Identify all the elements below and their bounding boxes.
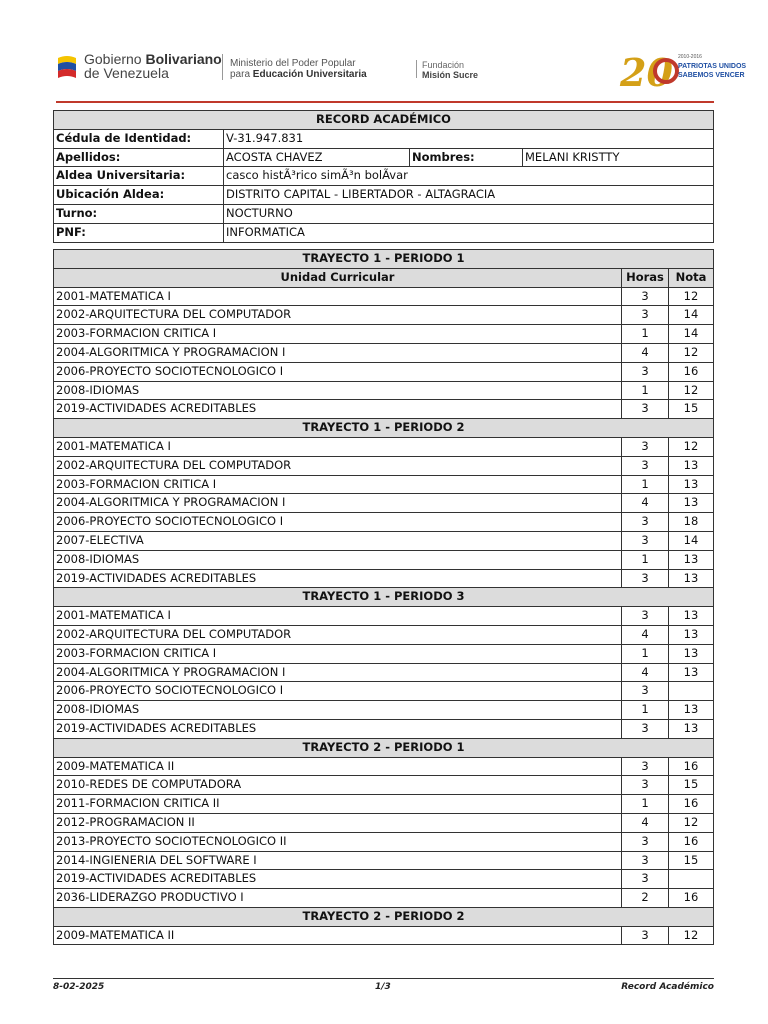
course-grade: 15 <box>669 400 714 419</box>
period-title: TRAYECTO 1 - PERIODO 3 <box>54 588 714 607</box>
course-name: 2006-PROYECTO SOCIOTECNOLOGICO I <box>54 682 622 701</box>
course-name: 2008-IDIOMAS <box>54 701 622 720</box>
table-row <box>54 625 714 644</box>
course-name: 2004-ALGORITMICA Y PROGRAMACION I <box>54 663 622 682</box>
page-header <box>0 0 768 100</box>
pnf-label: PNF: <box>54 223 224 242</box>
ubicacion-value: DISTRITO CAPITAL - LIBERTADOR - ALTAGRACIA <box>224 186 714 205</box>
course-grade: 13 <box>669 701 714 720</box>
course-hours: 4 <box>622 663 669 682</box>
course-grade <box>669 682 714 701</box>
course-hours: 1 <box>622 325 669 344</box>
course-name: 2001-MATEMATICA I <box>54 437 622 456</box>
gobierno-logo <box>56 52 222 82</box>
course-hours: 1 <box>622 550 669 569</box>
table-row <box>54 456 714 475</box>
course-name: 2002-ARQUITECTURA DEL COMPUTADOR <box>54 456 622 475</box>
table-row <box>54 663 714 682</box>
course-name: 2006-PROYECTO SOCIOTECNOLOGICO I <box>54 362 622 381</box>
course-hours: 3 <box>622 682 669 701</box>
course-hours: 4 <box>622 494 669 513</box>
page-footer <box>53 978 714 992</box>
course-grade: 13 <box>669 475 714 494</box>
course-name: 2019-ACTIVIDADES ACREDITABLES <box>54 400 622 419</box>
course-grade: 12 <box>669 381 714 400</box>
course-hours: 3 <box>622 926 669 945</box>
course-name: 2013-PROYECTO SOCIOTECNOLOGICO II <box>54 832 622 851</box>
course-grade: 14 <box>669 531 714 550</box>
course-hours: 3 <box>622 569 669 588</box>
course-hours: 3 <box>622 437 669 456</box>
aldea-value: casco histÃ³rico simÃ³n bolÃvar <box>224 167 714 186</box>
table-row <box>54 550 714 569</box>
table-row <box>54 400 714 419</box>
table-row <box>54 832 714 851</box>
course-name: 2036-LIDERAZGO PRODUCTIVO I <box>54 889 622 908</box>
column-header-row <box>54 268 714 287</box>
course-grade: 13 <box>669 663 714 682</box>
course-grade: 14 <box>669 306 714 325</box>
course-hours: 3 <box>622 513 669 532</box>
course-name: 2012-PROGRAMACION II <box>54 813 622 832</box>
course-grade: 12 <box>669 343 714 362</box>
fundacion-line1: Fundación <box>422 60 465 70</box>
logo-year-digits: 20 <box>620 50 673 95</box>
venezuela-flag-icon <box>56 54 78 82</box>
course-grade: 16 <box>669 757 714 776</box>
logo-text2: SABEMOS VENCER <box>678 72 745 79</box>
footer-date: 8-02-2025 <box>53 982 105 992</box>
table-row <box>54 531 714 550</box>
nombres-label: Nombres: <box>410 148 523 167</box>
course-hours: 4 <box>622 813 669 832</box>
table-row <box>54 381 714 400</box>
table-row <box>54 287 714 306</box>
header-divider <box>222 54 223 80</box>
footer-doc-name: Record Académico <box>621 982 714 992</box>
course-grade: 14 <box>669 325 714 344</box>
course-grade: 16 <box>669 889 714 908</box>
table-row <box>54 306 714 325</box>
course-hours: 2 <box>622 889 669 908</box>
course-grade: 16 <box>669 832 714 851</box>
table-row <box>54 437 714 456</box>
course-name: 2001-MATEMATICA I <box>54 287 622 306</box>
course-hours: 1 <box>622 381 669 400</box>
student-info-table <box>53 110 714 243</box>
course-name: 2019-ACTIVIDADES ACREDITABLES <box>54 719 622 738</box>
table-row <box>54 569 714 588</box>
course-grade: 16 <box>669 362 714 381</box>
course-name: 2001-MATEMATICA I <box>54 607 622 626</box>
course-grade: 13 <box>669 456 714 475</box>
course-grade: 13 <box>669 569 714 588</box>
pnf-value: INFORMATICA <box>224 223 714 242</box>
course-grade: 12 <box>669 813 714 832</box>
table-row <box>54 795 714 814</box>
course-hours: 3 <box>622 306 669 325</box>
period-header-row <box>54 588 714 607</box>
course-hours: 3 <box>622 287 669 306</box>
course-hours: 1 <box>622 644 669 663</box>
course-grade: 15 <box>669 776 714 795</box>
course-hours: 3 <box>622 531 669 550</box>
course-hours: 4 <box>622 343 669 362</box>
period-header-row <box>54 419 714 438</box>
course-name: 2003-FORMACION CRITICA I <box>54 475 622 494</box>
course-name: 2004-ALGORITMICA Y PROGRAMACION I <box>54 343 622 362</box>
course-hours: 3 <box>622 607 669 626</box>
period-title: TRAYECTO 1 - PERIODO 2 <box>54 419 714 438</box>
course-name: 2004-ALGORITMICA Y PROGRAMACION I <box>54 494 622 513</box>
course-name: 2014-INGIENERIA DEL SOFTWARE I <box>54 851 622 870</box>
table-row <box>54 682 714 701</box>
col-nota-header: Nota <box>669 268 714 287</box>
fundacion-line2: Misión Sucre <box>422 70 479 80</box>
logo-small: 2010-2016 <box>678 54 702 60</box>
course-hours: 3 <box>622 362 669 381</box>
course-hours: 3 <box>622 456 669 475</box>
table-row <box>54 757 714 776</box>
course-name: 2009-MATEMATICA II <box>54 926 622 945</box>
table-row <box>54 343 714 362</box>
course-hours: 3 <box>622 757 669 776</box>
table-row <box>54 870 714 889</box>
course-hours: 3 <box>622 719 669 738</box>
course-grade: 12 <box>669 926 714 945</box>
course-name: 2006-PROYECTO SOCIOTECNOLOGICO I <box>54 513 622 532</box>
course-name: 2008-IDIOMAS <box>54 550 622 569</box>
grades-table <box>53 249 714 945</box>
gov-line1-pre: Gobierno <box>84 51 146 67</box>
course-hours: 3 <box>622 870 669 889</box>
course-grade: 13 <box>669 719 714 738</box>
period-title: TRAYECTO 1 - PERIODO 1 <box>54 250 714 269</box>
table-row <box>54 494 714 513</box>
ministry-line2-pre: para <box>230 69 253 80</box>
course-name: 2002-ARQUITECTURA DEL COMPUTADOR <box>54 306 622 325</box>
table-row <box>54 475 714 494</box>
course-grade: 16 <box>669 795 714 814</box>
table-row <box>54 851 714 870</box>
turno-value: NOCTURNO <box>224 204 714 223</box>
ubicacion-label: Ubicación Aldea: <box>54 186 224 205</box>
course-hours: 3 <box>622 776 669 795</box>
cedula-value: V-31.947.831 <box>224 129 714 148</box>
gov-line1-bold: Bolivariano <box>145 51 222 67</box>
apellidos-label: Apellidos: <box>54 148 224 167</box>
course-grade: 15 <box>669 851 714 870</box>
course-grade: 13 <box>669 644 714 663</box>
course-hours: 1 <box>622 795 669 814</box>
course-hours: 3 <box>622 400 669 419</box>
table-row <box>54 644 714 663</box>
course-hours: 3 <box>622 851 669 870</box>
bicentenario-logo-icon <box>620 44 747 95</box>
course-name: 2007-ELECTIVA <box>54 531 622 550</box>
header-divider <box>416 60 417 78</box>
col-unidad-header: Unidad Curricular <box>54 268 622 287</box>
table-row <box>54 513 714 532</box>
course-name: 2002-ARQUITECTURA DEL COMPUTADOR <box>54 625 622 644</box>
ministry-label <box>230 58 367 80</box>
period-title: TRAYECTO 2 - PERIODO 2 <box>54 907 714 926</box>
period-header-row <box>54 907 714 926</box>
course-hours: 1 <box>622 701 669 720</box>
record-title: RECORD ACADÉMICO <box>54 111 714 130</box>
table-row <box>54 776 714 795</box>
apellidos-value: ACOSTA CHAVEZ <box>224 148 410 167</box>
course-grade: 13 <box>669 550 714 569</box>
footer-page: 1/3 <box>375 982 391 992</box>
course-name: 2003-FORMACION CRITICA I <box>54 325 622 344</box>
course-grade: 12 <box>669 437 714 456</box>
course-name: 2003-FORMACION CRITICA I <box>54 644 622 663</box>
table-row <box>54 719 714 738</box>
course-grade <box>669 870 714 889</box>
logo-text1: PATRIOTAS UNIDOS <box>678 63 747 70</box>
fundacion-label <box>422 60 478 80</box>
ministry-line1: Ministerio del Poder Popular <box>230 58 356 69</box>
table-row <box>54 701 714 720</box>
course-name: 2008-IDIOMAS <box>54 381 622 400</box>
course-name: 2019-ACTIVIDADES ACREDITABLES <box>54 870 622 889</box>
cedula-label: Cédula de Identidad: <box>54 129 224 148</box>
course-name: 2009-MATEMATICA II <box>54 757 622 776</box>
course-hours: 4 <box>622 625 669 644</box>
header-accent-line <box>56 101 714 103</box>
table-row <box>54 325 714 344</box>
period-title: TRAYECTO 2 - PERIODO 1 <box>54 738 714 757</box>
gov-line2: de Venezuela <box>84 65 169 81</box>
table-row <box>54 926 714 945</box>
course-grade: 12 <box>669 287 714 306</box>
course-hours: 1 <box>622 475 669 494</box>
course-grade: 13 <box>669 494 714 513</box>
turno-label: Turno: <box>54 204 224 223</box>
period-header-row <box>54 250 714 269</box>
nombres-value: MELANI KRISTTY <box>523 148 714 167</box>
course-grade: 13 <box>669 625 714 644</box>
course-grade: 18 <box>669 513 714 532</box>
col-horas-header: Horas <box>622 268 669 287</box>
course-name: 2019-ACTIVIDADES ACREDITABLES <box>54 569 622 588</box>
course-hours: 3 <box>622 832 669 851</box>
period-header-row <box>54 738 714 757</box>
table-row <box>54 889 714 908</box>
table-row <box>54 813 714 832</box>
table-row <box>54 607 714 626</box>
course-name: 2011-FORMACION CRITICA II <box>54 795 622 814</box>
course-grade: 13 <box>669 607 714 626</box>
ministry-line2-bold: Educación Universitaria <box>252 69 367 80</box>
course-name: 2010-REDES DE COMPUTADORA <box>54 776 622 795</box>
aldea-label: Aldea Universitaria: <box>54 167 224 186</box>
table-row <box>54 362 714 381</box>
